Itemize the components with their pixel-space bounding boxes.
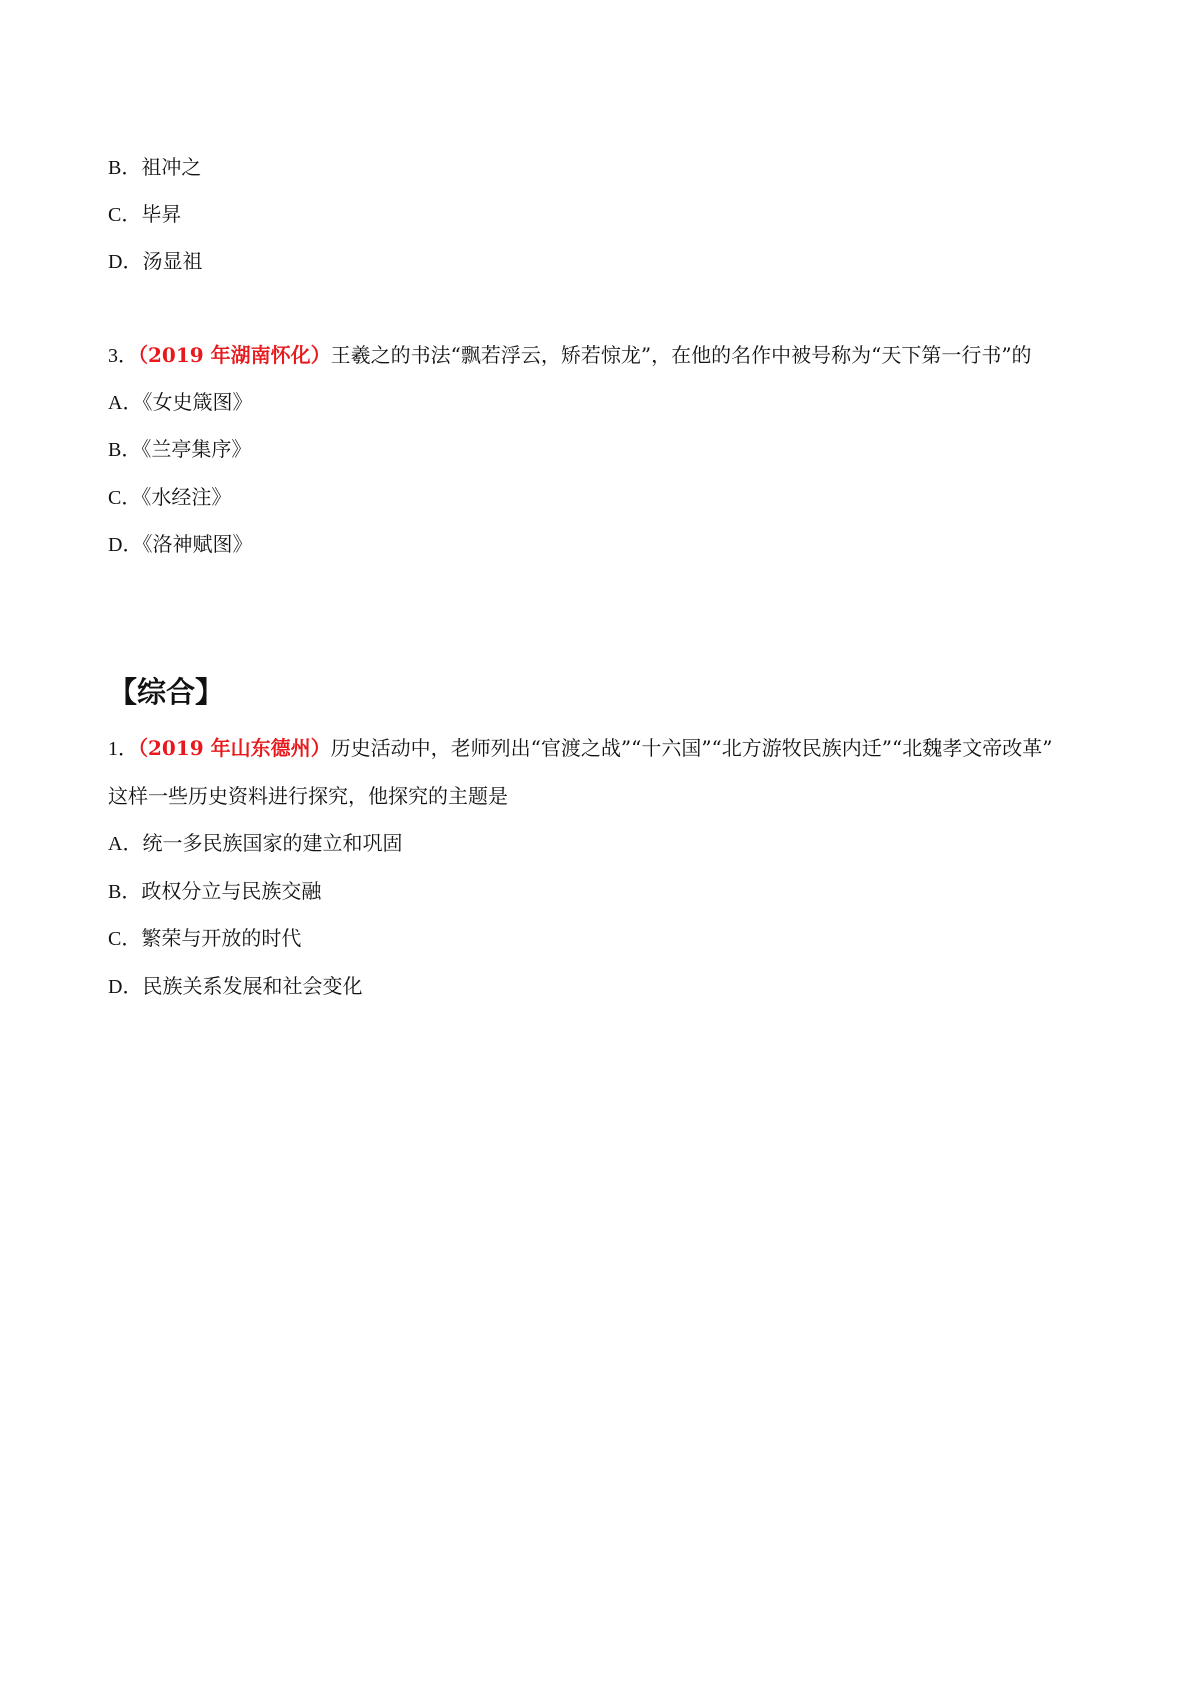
- option-letter: D．: [108, 251, 143, 273]
- option-text: 《女史箴图》: [142, 390, 253, 414]
- option-b: [108, 152, 201, 183]
- question-text: 王羲之的书法“飘若浮云，矫若惊龙”，在他的名作中被号称为“天下第一行书”的: [330, 343, 1032, 367]
- option-c: [108, 923, 301, 954]
- question-number: 1．: [108, 738, 138, 760]
- option-letter: C．: [108, 928, 142, 950]
- question-source: （2019 年山东德州）: [138, 736, 331, 760]
- option-c: [108, 482, 231, 513]
- option-text: 汤显祖: [142, 249, 203, 273]
- question-number: 3．: [108, 345, 138, 367]
- option-letter: D．: [108, 534, 143, 556]
- section-heading: 【综合】: [108, 675, 225, 709]
- option-letter: B．: [108, 439, 142, 461]
- option-text: 祖冲之: [141, 155, 202, 179]
- option-text: 统一多民族国家的建立和巩固: [142, 831, 403, 855]
- option-a: [108, 828, 402, 859]
- option-c: [108, 199, 181, 230]
- option-text: 民族关系发展和社会变化: [142, 974, 363, 998]
- option-letter: B．: [108, 157, 142, 179]
- option-letter: C．: [108, 487, 142, 509]
- question-text: 历史活动中，老师列出“官渡之战”“十六国”“北方游牧民族内迁”“北魏孝文帝改革”: [330, 736, 1053, 760]
- option-text: 《兰亭集序》: [141, 437, 252, 461]
- option-text: 《水经注》: [141, 485, 232, 509]
- option-b: [108, 876, 321, 907]
- option-letter: B．: [108, 881, 142, 903]
- option-letter: D．: [108, 976, 143, 998]
- option-text: 繁荣与开放的时代: [141, 926, 302, 950]
- question-1-stem-line1: [108, 733, 1052, 764]
- question-3-stem: [108, 340, 1032, 371]
- question-source: （2019 年湖南怀化）: [138, 343, 331, 367]
- option-letter: A．: [108, 392, 143, 414]
- option-text: 毕昇: [141, 202, 182, 226]
- option-b: [108, 434, 251, 465]
- question-1-stem-line2: 这样一些历史资料进行探究，他探究的主题是: [108, 784, 508, 808]
- option-text: 政权分立与民族交融: [141, 879, 322, 903]
- option-d: [108, 529, 252, 560]
- option-letter: C．: [108, 204, 142, 226]
- option-letter: A．: [108, 833, 143, 855]
- option-d: [108, 971, 362, 1002]
- option-d: [108, 246, 202, 277]
- option-text: 《洛神赋图》: [142, 532, 253, 556]
- option-a: [108, 387, 252, 418]
